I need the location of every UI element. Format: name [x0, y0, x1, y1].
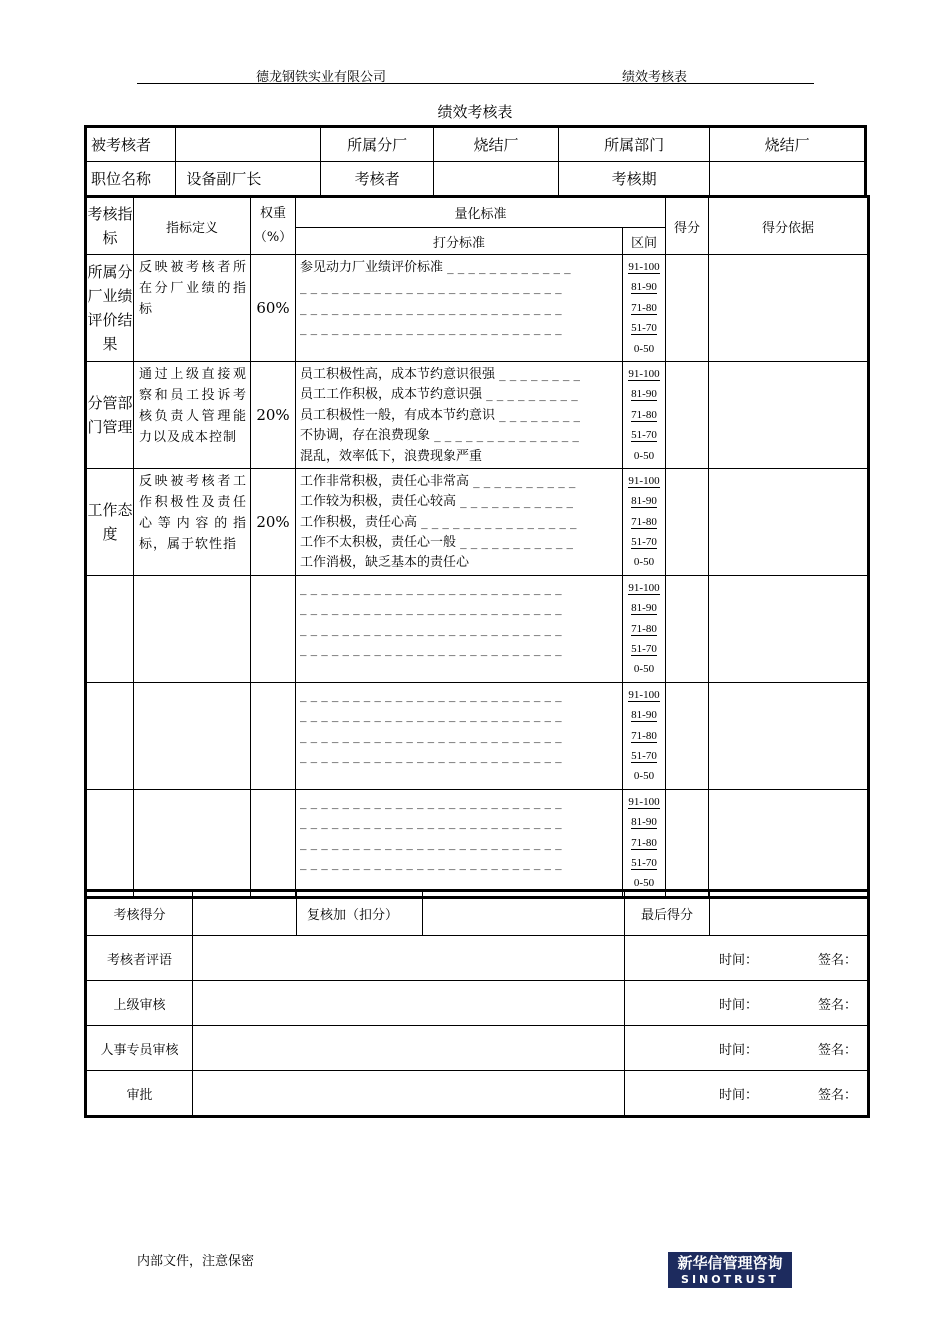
- col-basis-header: 得分依据: [709, 197, 869, 255]
- indicator-row: [86, 468, 869, 575]
- scoring-standard-line: 员工工作积极，成本节约意识强 _ _ _ _ _ _ _ _ _: [300, 387, 578, 403]
- scoring-standard-line: _ _ _ _ _ _ _ _ _ _ _ _ _ _ _ _ _ _ _ _ _ _ _ _ _: [300, 642, 562, 658]
- assessor-label: 考核者: [320, 162, 433, 197]
- header-form-name: 绩效考核表: [622, 70, 688, 85]
- indicator-weight: [251, 575, 296, 682]
- approval-signature-cell[interactable]: [625, 981, 869, 1026]
- indicator-name: [86, 789, 134, 897]
- range-label: 91-100: [628, 261, 660, 273]
- scoring-standards: [296, 255, 623, 362]
- indicator-weight: [251, 682, 296, 789]
- scoring-standard-line: _ _ _ _ _ _ _ _ _ _ _ _ _ _ _ _ _ _ _ _ _ _ _ _ _: [300, 687, 562, 703]
- scoring-standard-line: _ _ _ _ _ _ _ _ _ _ _ _ _ _ _ _ _ _ _ _ _ _ _ _ _: [300, 748, 562, 764]
- header-divider: [137, 83, 814, 84]
- range-label: 0-50: [633, 877, 655, 890]
- range-label: 81-90: [631, 388, 657, 401]
- score-ranges: [623, 682, 666, 789]
- col-range-header: 区间: [623, 228, 666, 255]
- approval-label: 考核者评语: [86, 936, 193, 981]
- score-field[interactable]: [666, 361, 709, 468]
- sign-label: 签名：: [818, 997, 858, 1013]
- scoring-standard-line: _ _ _ _ _ _ _ _ _ _ _ _ _ _ _ _ _ _ _ _ _ _ _ _ _: [300, 855, 562, 871]
- indicator-definition: 反映被考核者所在分厂业绩的指标: [134, 255, 251, 362]
- scoring-standard-line: 员工积极性高，成本节约意识很强 _ _ _ _ _ _ _ _: [300, 366, 581, 382]
- col-scoring-std-header: 打分标准: [296, 228, 623, 255]
- approval-label: 上级审核: [86, 981, 193, 1026]
- range-label: 71-80: [631, 729, 657, 742]
- indicator-weight: [251, 789, 296, 897]
- range-label: 0-50: [633, 556, 655, 569]
- scoring-standard-line: _ _ _ _ _ _ _ _ _ _ _ _ _ _ _ _ _ _ _ _ _ _ _ _ _: [300, 280, 562, 296]
- period-label: 考核期: [558, 162, 710, 197]
- indicator-definition: [134, 682, 251, 789]
- time-label: 时间：: [719, 997, 759, 1013]
- final-score-field[interactable]: [710, 891, 869, 936]
- scoring-standard-line: _ _ _ _ _ _ _ _ _ _ _ _ _ _ _ _ _ _ _ _ _ _ _ _ _: [300, 321, 562, 337]
- col-indicator-header: 考核指标: [86, 197, 134, 255]
- indicator-weight: 20%: [251, 468, 296, 575]
- branch-label: 所属分厂: [320, 127, 433, 162]
- approval-signature-cell[interactable]: [625, 1026, 869, 1071]
- sinotrust-logo: [668, 1252, 792, 1288]
- scoring-standard-line: [300, 768, 622, 788]
- score-ranges: [623, 361, 666, 468]
- range-label: 71-80: [631, 515, 657, 528]
- scoring-standard-line: 不协调，存在浪费现象 _ _ _ _ _ _ _ _ _ _ _ _ _ _: [300, 428, 579, 444]
- indicator-weight: 60%: [251, 255, 296, 362]
- indicator-definition: [134, 789, 251, 897]
- period-field[interactable]: [710, 162, 866, 197]
- col-quant-header: 量化标准: [296, 197, 666, 228]
- scoring-standard-line: _ _ _ _ _ _ _ _ _ _ _ _ _ _ _ _ _ _ _ _ _ _ _ _ _: [300, 815, 562, 831]
- scoring-standard-line: _ _ _ _ _ _ _ _ _ _ _ _ _ _ _ _ _ _ _ _ _ _ _ _ _: [300, 708, 562, 724]
- scoring-standards: [296, 789, 623, 897]
- range-label: 0-50: [633, 663, 655, 676]
- score-basis-field[interactable]: [709, 575, 869, 682]
- indicator-name: [86, 682, 134, 789]
- range-label: 91-100: [628, 367, 660, 380]
- confidential-note: 内部文件，注意保密: [137, 1254, 255, 1269]
- review-field[interactable]: [423, 891, 625, 936]
- range-label: 51-70: [631, 856, 657, 869]
- range-label: 51-70: [631, 749, 657, 762]
- scoring-table: [84, 195, 870, 899]
- score-label: 考核得分: [86, 891, 193, 936]
- range-label: 81-90: [631, 709, 657, 722]
- range-label: 71-80: [631, 622, 657, 635]
- score-ranges: [623, 575, 666, 682]
- score-basis-field[interactable]: [709, 468, 869, 575]
- score-field[interactable]: [666, 255, 709, 362]
- range-label: 51-70: [631, 536, 657, 549]
- scoring-standard-line: 工作积极，责任心高 _ _ _ _ _ _ _ _ _ _ _ _ _ _ _: [300, 514, 577, 530]
- scoring-standard-line: 工作较为积极，责任心较高 _ _ _ _ _ _ _ _ _ _ _: [300, 494, 573, 510]
- score-ranges: [623, 255, 666, 362]
- range-label: 0-50: [633, 449, 655, 462]
- approval-table: [84, 889, 870, 1118]
- indicator-row: [86, 575, 869, 682]
- department-label: 所属部门: [558, 127, 710, 162]
- range-label: 81-90: [631, 495, 657, 508]
- header-company: 德龙钢铁实业有限公司: [256, 70, 387, 85]
- indicator-row: [86, 789, 869, 897]
- approval-row: [86, 981, 869, 1026]
- scoring-standard-line: 工作不太积极，责任心一般 _ _ _ _ _ _ _ _ _ _ _: [300, 535, 573, 551]
- time-label: 时间：: [719, 952, 759, 968]
- final-score-label: 最后得分: [625, 891, 710, 936]
- assessee-label: 被考核者: [86, 127, 176, 162]
- range-label: 51-70: [631, 322, 657, 335]
- approval-row: [86, 936, 869, 981]
- sign-label: 签名：: [818, 1087, 858, 1103]
- approval-row: [86, 1026, 869, 1071]
- scoring-standard-line: _ _ _ _ _ _ _ _ _ _ _ _ _ _ _ _ _ _ _ _ _ _ _ _ _: [300, 300, 562, 316]
- scoring-standard-line: 参见动力厂业绩评价标准 _ _ _ _ _ _ _ _ _ _ _ _: [300, 260, 571, 275]
- score-field[interactable]: [193, 891, 297, 936]
- score-field[interactable]: [666, 789, 709, 897]
- range-label: 51-70: [631, 643, 657, 656]
- info-table: [84, 125, 867, 198]
- scoring-standard-line: 工作消极，缺乏基本的责任心: [300, 555, 470, 571]
- scoring-standards: [296, 361, 623, 468]
- indicator-name: 工作态度: [86, 468, 134, 575]
- indicator-name: 所属分厂业绩评价结果: [86, 255, 134, 362]
- score-field[interactable]: [666, 468, 709, 575]
- score-field[interactable]: [666, 575, 709, 682]
- range-label: 91-100: [628, 581, 660, 594]
- approval-row: [86, 1071, 869, 1117]
- logo-en-text: SINOTRUST: [681, 1273, 779, 1286]
- position-label: 职位名称: [86, 162, 176, 197]
- scoring-standard-line: _ _ _ _ _ _ _ _ _ _ _ _ _ _ _ _ _ _ _ _ _ _ _ _ _: [300, 601, 562, 617]
- score-basis-field[interactable]: [709, 361, 869, 468]
- indicator-weight: 20%: [251, 361, 296, 468]
- assessor-field[interactable]: [434, 162, 558, 197]
- approval-comment-field[interactable]: [193, 1026, 625, 1071]
- range-label: 91-100: [628, 688, 660, 701]
- scoring-standard-line: 员工积极性一般，有成本节约意识 _ _ _ _ _ _ _ _: [300, 407, 581, 423]
- scoring-standard-line: _ _ _ _ _ _ _ _ _ _ _ _ _ _ _ _ _ _ _ _ _ _ _ _ _: [300, 835, 562, 851]
- approval-label: 审批: [86, 1071, 193, 1117]
- indicator-row: [86, 682, 869, 789]
- indicator-definition: 通过上级直接观察和员工投诉考核负责人管理能力以及成本控制: [134, 361, 251, 468]
- score-basis-field[interactable]: [709, 789, 869, 897]
- sign-label: 签名：: [818, 952, 858, 968]
- position-field[interactable]: 设备副厂长: [176, 162, 321, 197]
- scoring-standard-line: _ _ _ _ _ _ _ _ _ _ _ _ _ _ _ _ _ _ _ _ _ _ _ _ _: [300, 728, 562, 744]
- scoring-standard-line: [300, 341, 622, 361]
- approval-signature-cell[interactable]: [625, 1071, 869, 1117]
- score-field[interactable]: [666, 682, 709, 789]
- scoring-standards: [296, 575, 623, 682]
- approval-comment-field[interactable]: [193, 1071, 625, 1117]
- indicator-name: 分管部门管理: [86, 361, 134, 468]
- time-label: 时间：: [719, 1042, 759, 1058]
- indicator-name: [86, 575, 134, 682]
- scoring-standards: [296, 468, 623, 575]
- range-label: 71-80: [631, 408, 657, 421]
- range-label: 81-90: [631, 816, 657, 829]
- indicator-row: [86, 255, 869, 362]
- scoring-standard-line: _ _ _ _ _ _ _ _ _ _ _ _ _ _ _ _ _ _ _ _ _ _ _ _ _: [300, 621, 562, 637]
- sign-label: 签名：: [818, 1042, 858, 1058]
- score-basis-field[interactable]: [709, 255, 869, 362]
- col-score-header: 得分: [666, 197, 709, 255]
- range-label: 0-50: [633, 770, 655, 783]
- review-label: 复核加（扣分）: [297, 891, 423, 936]
- page-title: 绩效考核表: [437, 103, 513, 121]
- indicator-definition: 反映被考核者工作积极性及责任心等内容的指标，属于软性指: [134, 468, 251, 575]
- range-label: 0-50: [633, 342, 655, 355]
- range-label: 81-90: [631, 281, 657, 294]
- approval-comment-field[interactable]: [193, 981, 625, 1026]
- indicator-definition: [134, 575, 251, 682]
- score-ranges: [623, 789, 666, 897]
- approval-comment-field[interactable]: [193, 936, 625, 981]
- department-field[interactable]: 烧结厂: [710, 127, 866, 162]
- range-label: 91-100: [628, 474, 660, 487]
- col-weight-header: 权重（%）: [251, 197, 296, 255]
- indicator-row: [86, 361, 869, 468]
- range-label: 91-100: [628, 795, 660, 808]
- scoring-standard-line: [300, 661, 622, 681]
- scoring-standard-line: _ _ _ _ _ _ _ _ _ _ _ _ _ _ _ _ _ _ _ _ _ _ _ _ _: [300, 580, 562, 596]
- col-definition-header: 指标定义: [134, 197, 251, 255]
- approval-label: 人事专员审核: [86, 1026, 193, 1071]
- score-basis-field[interactable]: [709, 682, 869, 789]
- approval-signature-cell[interactable]: [625, 936, 869, 981]
- logo-cn-text: 新华信管理咨询: [677, 1254, 783, 1272]
- assessee-field[interactable]: [176, 127, 321, 162]
- range-label: 71-80: [631, 301, 657, 314]
- scoring-standard-line: 混乱，效率低下，浪费现象严重: [300, 448, 483, 464]
- range-label: 71-80: [631, 836, 657, 849]
- time-label: 时间：: [719, 1087, 759, 1103]
- branch-field[interactable]: 烧结厂: [434, 127, 558, 162]
- range-label: 81-90: [631, 602, 657, 615]
- range-label: 51-70: [631, 429, 657, 442]
- score-ranges: [623, 468, 666, 575]
- scoring-standard-line: 工作非常积极，责任心非常高 _ _ _ _ _ _ _ _ _ _: [300, 473, 576, 489]
- scoring-standard-line: _ _ _ _ _ _ _ _ _ _ _ _ _ _ _ _ _ _ _ _ _ _ _ _ _: [300, 794, 562, 810]
- scoring-standards: [296, 682, 623, 789]
